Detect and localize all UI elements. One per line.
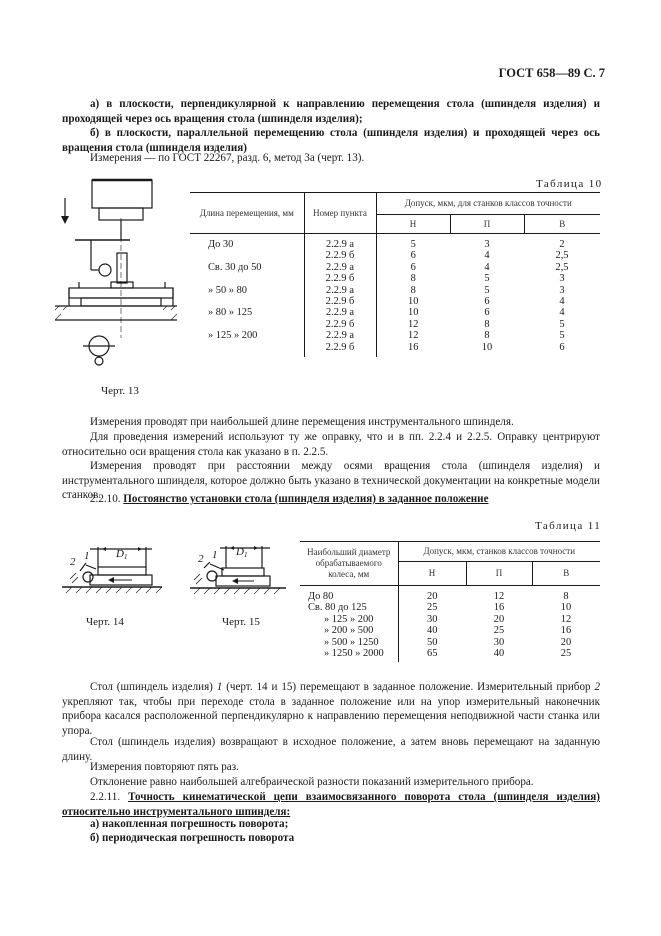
value-cell: 20 [427,591,438,602]
body2-paragraph-2: Стол (шпиндель изделия) возвращают в исходное положение, а затем вновь перемещают на заданную длину. [62,736,600,763]
item-cell: 2.2.9 а [304,262,376,273]
table-row [300,637,600,648]
table-row [300,602,600,613]
body-paragraph-1: Измерения проводят при наибольшей длине перемещения инструментального шпинделя. [90,416,514,428]
table-11-caption: Таблица 11 [535,520,602,532]
value-cell: 30 [493,636,505,648]
intro-item-a: а) в плоскости, перпендикулярной к направлению перемещения стола (шпинделя изделия) и проходящей через ось вращения стола (шпинделя изделия); [62,98,600,125]
length-cell: » 50 » 80 [190,285,304,296]
table-row [300,648,600,662]
value-cell: 2,5 [555,261,569,273]
value-cell: 16 [408,341,419,353]
table-10 [190,192,600,357]
value-cell: 50 [427,636,438,648]
range-cell: » 125 » 200 [300,614,398,625]
table-11 [300,541,600,662]
table-11-class-p: П [466,562,532,586]
value-cell: 25 [493,625,505,637]
table-11-header-tolerance: Допуск, мкм, станков классов точности [398,542,600,562]
value-cell: 8 [484,318,490,330]
figure-15-label-1: 1 [212,549,218,561]
item-cell: 2.2.9 б [304,319,376,330]
value-cell: 4 [559,296,565,308]
value-cell: 16 [560,625,572,637]
value-cell: 6 [410,250,416,262]
table-row [300,614,600,625]
item-cell: 2.2.9 б [304,296,376,307]
section-2-2-10-heading [62,492,600,507]
section-2-2-11-item-b: б) периодическая погрешность поворота [90,832,295,844]
value-cell: 6 [484,296,490,308]
section-2-2-10-title: Постоянство установки стола (шпинделя изделия) в заданное положение [123,493,489,505]
body-paragraph-3: Измерения проводят при расстоянии между осями вращения стола (шпинделя изделия) и инструментального шпинделя, которое должно быть указано в технической документации на конкретные модели станков. [62,460,600,502]
item-cell: 2.2.9 б [304,342,376,357]
table-row [190,262,600,273]
range-cell: » 200 » 500 [300,625,398,636]
range-cell: » 500 » 1250 [300,637,398,648]
value-cell: 12 [408,318,419,330]
table-row [300,586,600,603]
table-row [190,307,600,318]
section-2-2-11-item-a: а) накопленная погрешность поворота; [90,818,289,830]
intro-measurement: Измерения — по ГОСТ 22267, разд. 6, метод 3а (черт. 13). [90,152,365,164]
figure-15-caption: Черт. 15 [222,616,260,628]
table-10-header-item: Номер пункта [304,193,376,234]
body-paragraph-2: Для проведения измерений используют ту же оправку, что и в пп. 2.2.4 и 2.2.5. Оправку центрируют относительно оси вращения стола как указано в п. 2.2.5. [62,431,600,458]
table-11-class-v: В [532,562,600,586]
value-cell: 30 [427,613,438,625]
value-cell: 2 [559,239,565,250]
length-cell: До 30 [190,234,304,251]
table-11-header-diameter: Наибольший диаметр обрабатываемого колеса, мм [300,542,398,586]
value-cell: 8 [410,284,416,296]
body2-p1-num2: 2 [594,681,600,693]
page-header: ГОСТ 658—89 С. 7 [498,66,605,80]
range-cell: » 1250 » 2000 [300,648,398,662]
value-cell: 5 [410,239,416,250]
body2-p1-c: укрепляют так, чтобы при переходе стола в заданное положение или на упор измерительный наконечник прибора касался расположенной перпендикулярно к направлению перемещения неподвижной части станка или упора. [62,695,600,737]
value-cell: 5 [484,273,490,285]
value-cell: 65 [427,648,438,660]
figure-15-drawing [190,540,290,605]
table-row [190,250,600,261]
table-11-class-h: Н [398,562,466,586]
length-cell: » 125 » 200 [190,330,304,341]
value-cell: 25 [427,602,438,614]
value-cell: 12 [560,613,572,625]
value-cell: 8 [410,273,416,285]
intro-item-b: б) в плоскости, параллельной перемещению стола (шпинделя изделия) и проходящей через ось вращения стола (шпинделя изделия) [62,127,600,154]
value-cell: 3 [559,284,565,296]
figure-15-label-d: D [236,546,244,558]
value-cell: 5 [559,330,565,342]
table-row [300,625,600,636]
table-10-class-p: П [450,215,524,234]
figure-14-label-2: 2 [70,556,76,568]
value-cell: 4 [484,261,490,273]
body2-paragraph-4: Отклонение равно наибольшей алгебраической разности показаний измерительного прибора. [90,776,534,788]
value-cell: 2,5 [555,250,569,262]
table-10-header-length: Длина перемещения, мм [190,193,304,234]
value-cell: 12 [408,330,419,342]
body2-paragraph-1 [62,680,600,738]
value-cell: 6 [484,307,490,319]
value-cell: 25 [560,648,572,660]
value-cell: 10 [481,341,493,353]
value-cell: 6 [559,341,565,353]
figure-14-label-1: 1 [84,550,90,562]
value-cell: 4 [484,250,490,262]
figure-13-caption: Черт. 13 [101,385,139,397]
value-cell: 10 [408,307,419,319]
figure-15-label-2: 2 [198,553,204,565]
table-10-class-h: Н [376,215,450,234]
figure-14-drawing [62,543,162,605]
length-cell: » 80 » 125 [190,307,304,318]
table-row [190,319,600,330]
body2-paragraph-3: Измерения повторяют пять раз. [90,761,239,773]
section-2-2-11-number: 2.2.11. [90,791,121,803]
item-cell: 2.2.9 а [304,307,376,318]
section-2-2-10-number: 2.2.10. [90,493,121,505]
value-cell: 20 [493,613,505,625]
length-cell: Св. 30 до 50 [190,262,304,273]
value-cell: 20 [560,636,572,648]
table-10-caption: Таблица 10 [536,178,603,190]
value-cell: 5 [559,318,565,330]
figure-14-label-d-sub: 1 [124,553,128,561]
item-cell: 2.2.9 б [304,250,376,261]
section-2-2-11-title: Точность кинематической цепи взаимосвязанного поворота стола (шпинделя изделия) относительно инструментального шпинделя: [62,791,600,818]
item-cell: 2.2.9 а [304,234,376,251]
table-10-header-tolerance: Допуск, мкм, для станков классов точности [376,193,600,215]
value-cell: 3 [559,273,565,285]
value-cell: 3 [484,239,490,250]
item-cell: 2.2.9 а [304,330,376,341]
range-cell: До 80 [300,586,398,603]
value-cell: 40 [427,625,438,637]
body2-p1-a: Стол (шпиндель изделия) [90,681,217,693]
table-row [190,296,600,307]
figure-14-caption: Черт. 14 [86,616,124,628]
range-cell: Св. 80 до 125 [300,602,398,613]
item-cell: 2.2.9 а [304,285,376,296]
table-row [190,342,600,357]
value-cell: 12 [493,591,505,602]
figure-15-label-d-sub: 1 [244,551,248,559]
table-row [190,330,600,341]
value-cell: 10 [560,602,572,614]
table-row [190,273,600,284]
table-row [190,234,600,251]
value-cell: 5 [484,284,490,296]
item-cell: 2.2.9 б [304,273,376,284]
value-cell: 16 [493,602,505,614]
value-cell: 8 [484,330,490,342]
table-row [190,285,600,296]
value-cell: 40 [493,648,505,660]
value-cell: 8 [563,591,569,602]
value-cell: 10 [408,296,419,308]
section-2-2-11-heading [62,790,600,819]
value-cell: 6 [410,261,416,273]
figure-14-label-d: D [116,548,124,560]
body2-p1-num1: 1 [216,681,223,693]
figure-13-drawing [55,178,185,373]
value-cell: 4 [559,307,565,319]
body2-p1-b: (черт. 14 и 15) перемещают в заданное положение. Измерительный прибор [222,681,595,693]
table-10-class-v: В [524,215,600,234]
